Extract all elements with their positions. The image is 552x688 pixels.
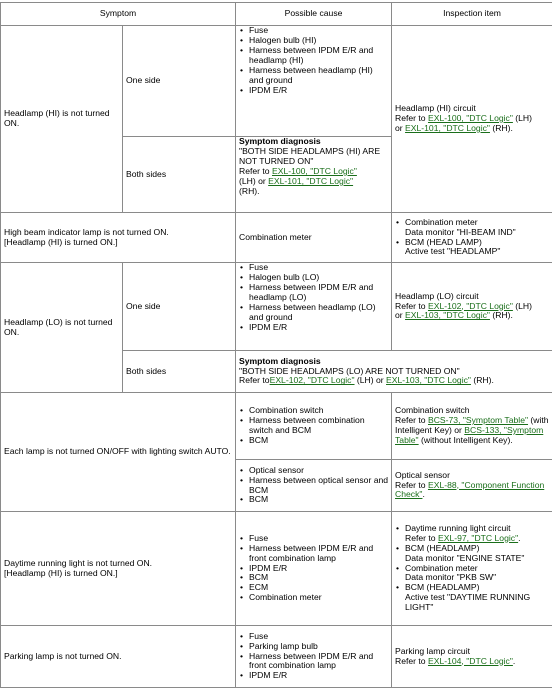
list-item: • Fuse bbox=[249, 26, 388, 36]
reference-link[interactable]: EXL-97, "DTC Logic" bbox=[437, 532, 519, 543]
list-item: • Parking lamp bulb bbox=[249, 642, 388, 652]
header-symptom: Symptom bbox=[1, 3, 236, 26]
list-item: • BCM bbox=[249, 495, 388, 505]
side-cell: One side bbox=[123, 26, 236, 137]
cause-cell bbox=[236, 26, 392, 137]
list-item: • Harness between combination switch and BCM bbox=[249, 416, 388, 436]
reference-link[interactable]: EXL-104, "DTC Logic" bbox=[427, 655, 513, 666]
cause-cell bbox=[236, 512, 392, 626]
symptom-cell: Each lamp is not turned ON/OFF with lighting switch AUTO. bbox=[1, 393, 236, 512]
inspection-cell: Combination switch Refer to BCS-73, "Symptom Table" (with Intelligent Key) or BCS-133, "Symptom Table" (without Intelligent Key). bbox=[392, 393, 552, 460]
inspection-title: Optical sensor bbox=[395, 469, 450, 480]
reference-link[interactable]: EXL-103, "DTC Logic" bbox=[386, 375, 471, 386]
list-item: • Halogen bulb (LO) bbox=[249, 273, 388, 283]
list-item: • IPDM E/R bbox=[249, 86, 388, 96]
reference-link[interactable]: EXL-103, "DTC Logic" bbox=[405, 310, 490, 321]
list-item: • IPDM E/R bbox=[249, 671, 388, 681]
inspection-cell: • Daytime running light circuit Refer to EXL-97, "DTC Logic". • BCM (HEADLAMP) Data monitor "ENGINE STATE" • Combination meter Data monitor "PKB SW" • BCM (HEADLAMP) Active test "DAYTIME RUNNING LIGHT" bbox=[392, 512, 552, 626]
list-item: • Harness between IPDM E/R and front combination lamp bbox=[249, 544, 388, 564]
inspection-title: Combination switch bbox=[395, 405, 470, 416]
table-row bbox=[1, 263, 552, 351]
list-item: • Fuse bbox=[249, 632, 388, 642]
reference-link[interactable]: BCS-73, "Symptom Table" bbox=[427, 415, 529, 426]
list-item: • Harness between optical sensor and BCM bbox=[249, 476, 388, 496]
symptom-cell: Daytime running light is not turned ON. [Headlamp (HI) is turned ON.] bbox=[1, 512, 236, 626]
inspection-title: Headlamp (LO) circuit bbox=[395, 290, 479, 301]
list-item: • BCM bbox=[249, 436, 388, 446]
inspection-cell: Parking lamp circuit Refer to EXL-104, "DTC Logic". bbox=[392, 626, 552, 688]
header-possible-cause: Possible cause bbox=[236, 3, 392, 26]
list-item: • Harness between IPDM E/R and headlamp (HI) bbox=[249, 46, 388, 66]
side-cell: Both sides bbox=[123, 137, 236, 213]
symptom-cell: Headlamp (LO) is not turned ON. bbox=[1, 263, 123, 393]
list-item: • Harness between IPDM E/R and headlamp (LO) bbox=[249, 283, 388, 303]
header-inspection-item: Inspection item bbox=[392, 3, 552, 26]
inspection-cell: Optical sensor Refer to EXL-88, "Component Function Check". bbox=[392, 460, 552, 512]
inspection-cell: Headlamp (LO) circuit Refer to EXL-102, "DTC Logic" (LH) or EXL-103, "DTC Logic" (RH). bbox=[392, 263, 552, 351]
list-item: • Combination switch bbox=[249, 406, 388, 416]
symptom-cell: Parking lamp is not turned ON. bbox=[1, 626, 236, 688]
cause-cell bbox=[236, 393, 392, 460]
list-item: • Combination meter bbox=[249, 593, 388, 603]
reference-link[interactable]: BCS-133, "Symptom Table" bbox=[395, 425, 544, 445]
side-cell: Both sides bbox=[123, 351, 236, 393]
reference-link[interactable]: EXL-102, "DTC Logic" bbox=[269, 375, 355, 386]
diagnosis-title: Symptom diagnosis bbox=[239, 136, 321, 146]
reference-link[interactable]: EXL-100, "DTC Logic" bbox=[271, 165, 357, 176]
cause-cell bbox=[236, 626, 392, 688]
list-item: • BCM bbox=[249, 573, 388, 583]
list-item: • Harness between IPDM E/R and front combination lamp bbox=[249, 652, 388, 672]
cause-cell: Combination meter bbox=[236, 213, 392, 263]
table-header-row bbox=[1, 3, 552, 26]
inspection-cell: • Combination meter Data monitor "HI-BEAM IND" • BCM (HEAD LAMP) Active test "HEADLAMP" bbox=[392, 213, 552, 263]
inspection-cell: Headlamp (HI) circuit Refer to EXL-100, "DTC Logic" (LH) or EXL-101, "DTC Logic" (RH). bbox=[392, 26, 552, 213]
table-row bbox=[1, 26, 552, 137]
list-item: • Halogen bulb (HI) bbox=[249, 36, 388, 46]
inspection-title: Parking lamp circuit bbox=[395, 645, 470, 656]
inspection-title: Headlamp (HI) circuit bbox=[395, 103, 476, 114]
cause-cell: Symptom diagnosis "BOTH SIDE HEADLAMPS (LO) ARE NOT TURNED ON" Refer toEXL-102, "DTC Logic" (LH) or EXL-103, "DTC Logic" (RH). bbox=[236, 351, 552, 393]
reference-link[interactable]: EXL-100, "DTC Logic" bbox=[427, 113, 513, 124]
reference-link[interactable]: EXL-101, "DTC Logic" bbox=[405, 122, 490, 133]
side-cell: One side bbox=[123, 263, 236, 351]
reference-link[interactable]: EXL-101, "DTC Logic" bbox=[268, 175, 354, 186]
list-item: • Fuse bbox=[249, 534, 388, 544]
diagnosis-title: Symptom diagnosis bbox=[239, 355, 321, 366]
cause-cell bbox=[236, 263, 392, 351]
symptom-cell: High beam indicator lamp is not turned ON. [Headlamp (HI) is turned ON.] bbox=[1, 213, 236, 263]
table-row bbox=[1, 512, 552, 626]
list-item: • ECM bbox=[249, 583, 388, 593]
cause-cell bbox=[236, 460, 392, 512]
table-row bbox=[1, 213, 552, 263]
symptom-cell: Headlamp (HI) is not turned ON. bbox=[1, 26, 123, 213]
cause-cell: Symptom diagnosis "BOTH SIDE HEADLAMPS (HI) ARE NOT TURNED ON" Refer to EXL-100, "DTC Logic" (LH) or EXL-101, "DTC Logic" (RH). bbox=[236, 137, 392, 213]
list-item: • Harness between headlamp (HI) and ground bbox=[249, 66, 388, 86]
list-item: • Optical sensor bbox=[249, 466, 388, 476]
table-row bbox=[1, 626, 552, 688]
table-row bbox=[1, 393, 552, 460]
list-item: • Harness between headlamp (LO) and ground bbox=[249, 303, 388, 323]
list-item: • Fuse bbox=[249, 263, 388, 273]
list-item: • IPDM E/R bbox=[249, 323, 388, 333]
reference-link[interactable]: EXL-88, "Component Function Check" bbox=[395, 479, 545, 500]
symptom-table bbox=[0, 2, 552, 688]
reference-link[interactable]: EXL-102, "DTC Logic" bbox=[427, 300, 513, 311]
list-item: • IPDM E/R bbox=[249, 564, 388, 574]
